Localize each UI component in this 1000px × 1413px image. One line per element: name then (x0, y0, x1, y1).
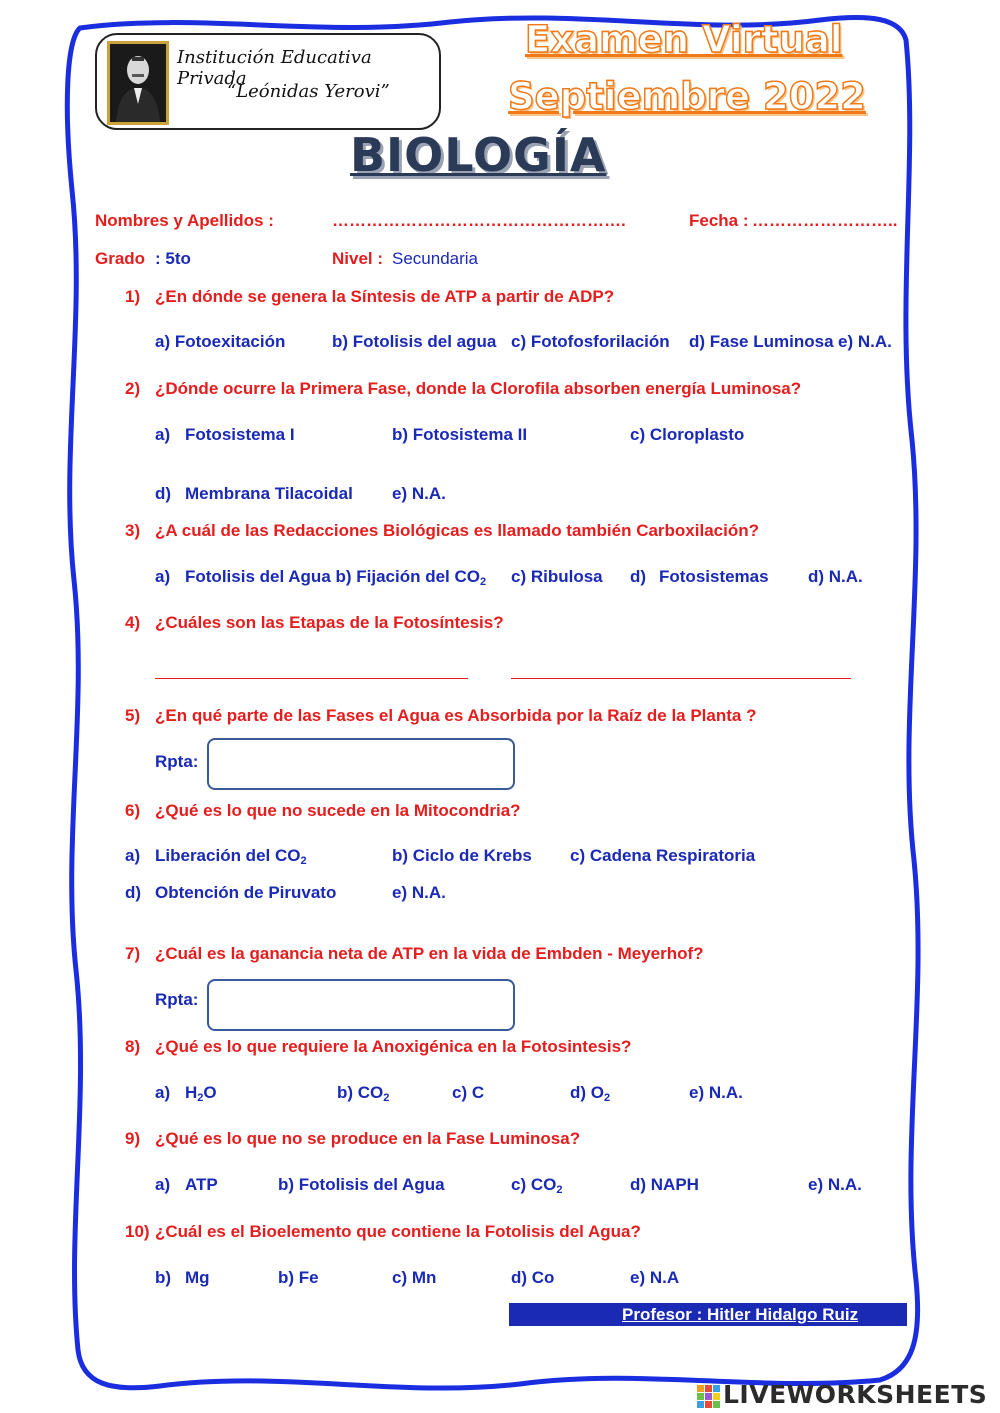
subscript: 2 (383, 1092, 390, 1104)
option-e[interactable]: e) N.A. (838, 332, 892, 351)
option-e[interactable]: e) N.A. (689, 1083, 743, 1102)
teacher-name: Profesor : Hitler Hidalgo Ruiz (622, 1305, 859, 1324)
option-e[interactable]: e) N.A. (808, 1175, 862, 1194)
option-d[interactable] (570, 1083, 610, 1104)
option-b[interactable]: b) Fotosistema II (392, 425, 528, 444)
question-number: 1) (125, 287, 141, 306)
question-text: ¿Dónde ocurre la Primera Fase, donde la Clorofila absorben energía Luminosa? (155, 379, 802, 398)
option-c[interactable] (511, 1175, 562, 1196)
question-text: ¿Cuál es la ganancia neta de ATP en la vida de Embden - Meyerhof? (155, 944, 704, 963)
grade-label: Grado (95, 249, 146, 268)
option-a-letter: a) (155, 567, 171, 586)
question-text: ¿En qué parte de las Fases el Agua es Absorbida por la Raíz de la Planta ? (155, 706, 757, 725)
option-b[interactable]: b) Fotolisis del Agua (278, 1175, 445, 1194)
option-d[interactable]: Fotosistemas (659, 567, 769, 586)
option-d-letter: d) (125, 883, 142, 902)
subscript: 2 (604, 1092, 611, 1104)
option-a[interactable]: ATP (185, 1175, 218, 1194)
answer-label: Rpta: (155, 990, 199, 1009)
answer-label: Rpta: (155, 752, 199, 771)
founder-portrait (107, 41, 169, 125)
option-c[interactable]: c) C (452, 1083, 485, 1102)
subscript: 2 (480, 576, 487, 588)
answer-input[interactable] (207, 738, 515, 790)
option-text: Fotolisis del Agua b) Fijación del CO (185, 567, 481, 586)
date-label: Fecha : (689, 211, 749, 230)
option-b[interactable]: b) Ciclo de Krebs (392, 846, 532, 865)
brand-text: LIVEWORKSHEETS (723, 1380, 988, 1409)
option-e[interactable]: e) N.A. (392, 883, 446, 902)
option-d[interactable]: d) Co (511, 1268, 555, 1287)
option-c[interactable]: c) Cadena Respiratoria (570, 846, 756, 865)
grade-value: : 5to (155, 249, 191, 268)
option-e[interactable]: e) N.A (630, 1268, 680, 1287)
question-number: 7) (125, 944, 141, 963)
liveworksheets-icon (697, 1385, 720, 1408)
option-a-letter: a) (155, 425, 171, 444)
question-text: ¿Qué es lo que requiere la Anoxigénica en la Fotosintesis? (155, 1037, 632, 1056)
question-text: ¿Cuál es el Bioelemento que contiene la Fotolisis del Agua? (155, 1222, 641, 1241)
question-number: 8) (125, 1037, 141, 1056)
question-text: ¿Qué es lo que no sucede en la Mitocondria? (155, 801, 521, 820)
option-e[interactable]: d) N.A. (808, 567, 863, 586)
option-d-letter: d) (155, 484, 172, 503)
liveworksheets-logo (697, 1380, 987, 1409)
answer-line-2[interactable] (511, 678, 851, 679)
subject-title: BIOLOGÍA (350, 128, 607, 182)
question-number: 3) (125, 521, 141, 540)
answer-input[interactable] (207, 979, 515, 1031)
question-number: 2) (125, 379, 141, 398)
option-text: b) CO (337, 1083, 384, 1102)
school-name: Institución Educativa Privada (177, 47, 372, 89)
option-d-letter: d) (630, 567, 647, 586)
option-text: O (203, 1083, 217, 1102)
question-number: 5) (125, 706, 141, 725)
question-number: 4) (125, 613, 141, 632)
option-a-letter: b) (155, 1268, 172, 1287)
name-field[interactable]: ……………………………………………. (332, 211, 626, 230)
question-number: 10) (125, 1222, 150, 1241)
school-logo-box (95, 33, 441, 130)
option-e[interactable]: e) N.A. (392, 484, 446, 503)
option-d[interactable]: d) Fase Luminosa (689, 332, 834, 351)
option-a-letter: a) (155, 1175, 171, 1194)
option-c[interactable]: c) Fotofosforilación (511, 332, 670, 351)
option-d[interactable]: d) NAPH (630, 1175, 699, 1194)
level-value: Secundaria (392, 249, 479, 268)
option-c[interactable]: c) Ribulosa (511, 567, 603, 586)
question-text: ¿Qué es lo que no se produce en la Fase Luminosa? (155, 1129, 581, 1148)
answer-line-1[interactable] (155, 678, 468, 679)
option-a[interactable]: a) Fotoexitación (155, 332, 286, 351)
question-text: ¿En dónde se genera la Síntesis de ATP a partir de ADP? (155, 287, 615, 306)
question-text: ¿Cuáles son las Etapas de la Fotosíntesis? (155, 613, 504, 632)
option-a-letter: a) (155, 1083, 171, 1102)
option-d[interactable]: Membrana Tilacoidal (185, 484, 353, 503)
subscript: 2 (300, 855, 307, 867)
option-a[interactable]: Fotosistema I (185, 425, 295, 444)
date-field[interactable]: …………………….. (752, 211, 898, 230)
option-b[interactable] (337, 1083, 389, 1104)
option-a-letter: a) (125, 846, 141, 865)
option-text: c) CO (511, 1175, 557, 1194)
subscript: 2 (556, 1184, 563, 1196)
option-a[interactable]: Mg (185, 1268, 210, 1287)
subscript: 2 (197, 1092, 204, 1104)
school-subname: “Leónidas Yerovi” (227, 81, 390, 102)
option-a[interactable] (155, 846, 307, 867)
option-d[interactable]: Obtención de Piruvato (155, 883, 337, 902)
option-a[interactable] (185, 1083, 217, 1104)
exam-title: Examen Virtual (525, 18, 843, 61)
option-text: H (185, 1083, 198, 1102)
question-text: ¿A cuál de las Redacciones Biológicas es llamado también Carboxilación? (155, 521, 759, 540)
question-number: 6) (125, 801, 141, 820)
name-label: Nombres y Apellidos : (95, 211, 274, 230)
option-c[interactable]: c) Mn (392, 1268, 437, 1287)
question-number: 9) (125, 1129, 141, 1148)
level-label: Nivel : (332, 249, 384, 268)
option-text: d) O (570, 1083, 604, 1102)
option-a-b[interactable] (185, 567, 486, 588)
option-b[interactable]: b) Fe (278, 1268, 319, 1287)
exam-date: Septiembre 2022 (508, 75, 866, 118)
option-b[interactable]: b) Fotolisis del agua (332, 332, 497, 351)
option-text: Liberación del CO (155, 846, 301, 865)
option-c[interactable]: c) Cloroplasto (630, 425, 745, 444)
